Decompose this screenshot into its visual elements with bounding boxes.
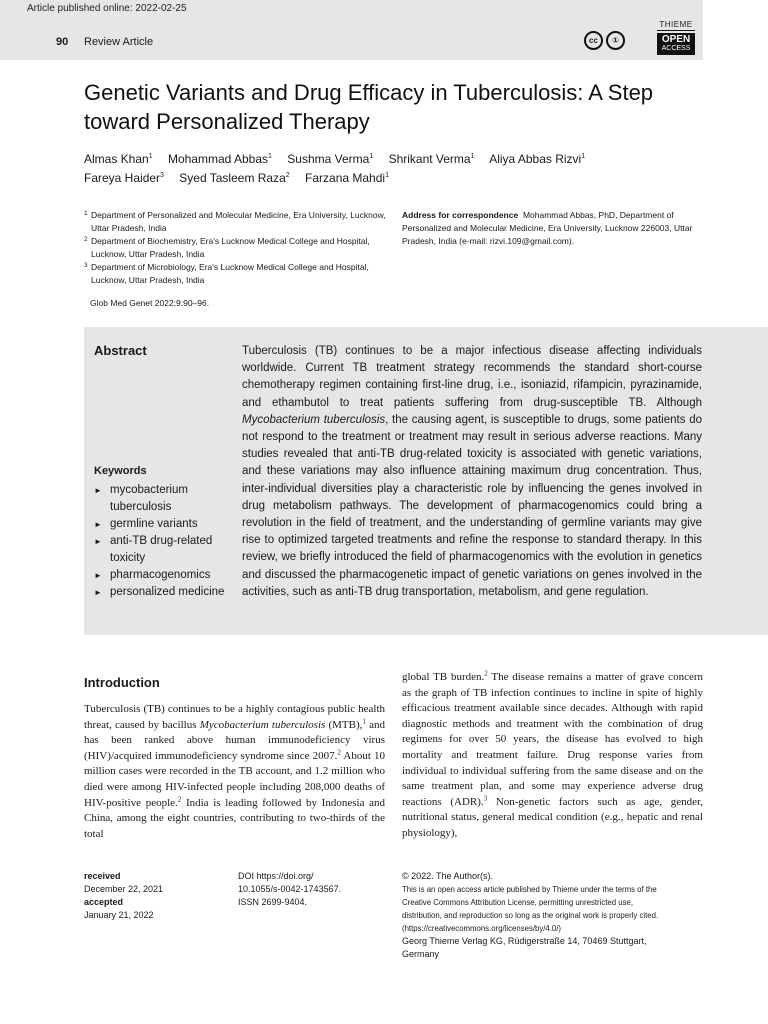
affiliations	[84, 209, 389, 287]
keyword-item: ► mycobacterium tuberculosis	[94, 482, 234, 516]
logo-publisher-name: THIEME	[657, 20, 695, 31]
author: Mohammad Abbas$^1$	[167, 152, 272, 166]
author: Almas Khan$^1$	[84, 152, 153, 166]
logo-open-access-box	[657, 33, 695, 55]
author: Aliya Abbas Rizvi$^1$	[489, 152, 586, 166]
author-list	[84, 150, 704, 188]
copyright-license: © 2022. The Author(s). This is an open access article published by Thieme under the terms of the Creative Commons Attribution License, permitting unrestricted use, distribution, and reproduction so long as the original work is properly cited. (https://creativecommons.org/licenses/by/4.0/) Georg Thieme Verlag KG, Rüdigerstraße 14, 70469 Stuttgart, Germany	[402, 871, 659, 959]
affiliation-item: 2 Department of Biochemistry, Era's Lucknow Medical College and Hospital, Lucknow, Uttar Pradesh, India	[84, 236, 370, 259]
author: Syed Tasleem Raza$^2$	[179, 171, 290, 185]
creative-commons-icon: cc	[584, 31, 603, 50]
author: Shrikant Verma$^1$	[388, 152, 475, 166]
keywords-list	[94, 482, 234, 601]
correspondence-text: Mohammad Abbas, PhD, Department of Personalized and Molecular Medicine, Era University, Lucknow 226003, Uttar Pradesh, India (e-mail: rizvi.109@gmail.com).	[402, 210, 693, 246]
license-icons	[584, 31, 625, 50]
page-number: 90	[56, 36, 69, 48]
body-column-right: global TB burden.$^2$ The disease remains a matter of grave concern as the graph of TB infection continues to incline in spite of highly efficacious treatment available since decades. Although with rapid diagnostic methods and treatment with the combination of drug regimens for over 50 years, the disease has evolved to high mortality and treatment failure. Drug response varies from individual to individual suffering from the same disease and on the same treatment plan, and some may experience adverse drug reactions (ADR).$^3$ Non-genetic factors such as age, gender, nutritional status, general medical condition (e.g., hepatic and renal physiology),	[402, 669, 703, 839]
author: Farzana Mahdi$^1$	[305, 171, 389, 185]
received-accepted-dates: received December 22, 2021 accepted January 21, 2022	[84, 871, 164, 920]
correspondence-label: Address for correspondence	[402, 210, 519, 220]
doi-issn: DOI https://doi.org/ 10.1055/s-0042-1743567. ISSN 2699-9404.	[238, 871, 342, 907]
keyword-item: ► pharmacogenomics	[94, 567, 234, 584]
abstract-box	[84, 327, 768, 635]
keywords-heading: Keywords	[94, 465, 147, 477]
logo-open-text: OPEN	[661, 34, 691, 45]
correspondence	[402, 209, 704, 248]
author: Fareya Haider$^3$	[84, 171, 164, 185]
abstract-heading: Abstract	[94, 343, 147, 358]
thieme-open-access-logo	[657, 20, 695, 55]
affiliation-item: 3 Department of Microbiology, Era's Lucknow Medical College and Hospital, Lucknow, Uttar Pradesh, India	[84, 262, 369, 285]
body-column-left: Tuberculosis (TB) continues to be a highly contagious public health threat, caused by bacillus Mycobacterium tuberculosis (MTB),$^1$ and has been ranked above human immunodeficiency virus (HIV)/acquired immunodeficiency syndrome since 2007.$^2$ About 10 million cases were recorded in the TB account, and 1.2 million who died were among HIV-infected people including 208,000 deaths of HIV-positive people.$^2$ India is leading followed by Indonesia and China, among the eight countries, contributing to two-thirds of the total	[84, 703, 385, 840]
keyword-item: ► personalized medicine	[94, 584, 234, 601]
keyword-item: ► anti-TB drug-related toxicity	[94, 533, 234, 567]
keyword-item: ► germline variants	[94, 516, 234, 533]
logo-access-text: ACCESS	[661, 45, 691, 52]
affiliation-item: 1 Department of Personalized and Molecular Medicine, Era University, Lucknow, Uttar Pradesh, India	[84, 210, 386, 233]
attribution-icon: ①	[606, 31, 625, 50]
abstract-text: Tuberculosis (TB) continues to be a major infectious disease affecting individuals worldwide. Current TB treatment strategy recommends the standard short-course chemotherapy regimen containing first-line drug, i.e., isoniazid, rifampicin, pyrazinamide, and ethambutol to treat patients suffering from drug-susceptible TB. Although Mycobacterium tuberculosis, the causing agent, is susceptible to drugs, some patients do not respond to the treatment or treatment may result in serious adverse reactions. Many studies revealed that anti-TB drug-related toxicity is associated with genetic variations, and these variations may also influence attaining maximum drug concentration. Thus, inter-individual diversities play a characteristic role by influencing the genes involved in drug metabolism pathways. The development of pharmacogenomics could bring a revolution in the field of treatment, and the understanding of germline variants may give rise to optimized targeted treatments and refine the response to standard therapy. In this review, we briefly introduced the field of pharmacogenomics with the evolution in genetics and discussed the pharmacogenetic impact of genetic variations on genes involved in the activities, such as anti-TB drug transportation, metabolism, and gene regulation.	[242, 345, 703, 598]
author: Sushma Verma$^1$	[287, 152, 374, 166]
citation: Glob Med Genet 2022;9:90–96.	[90, 298, 210, 308]
section-label: Review Article	[84, 36, 154, 48]
introduction-heading: Introduction	[84, 675, 160, 690]
publication-date: Article published online: 2022-02-25	[27, 3, 187, 14]
article-title: Genetic Variants and Drug Efficacy in Tuberculosis: A Step toward Personalized Therapy	[84, 80, 654, 134]
